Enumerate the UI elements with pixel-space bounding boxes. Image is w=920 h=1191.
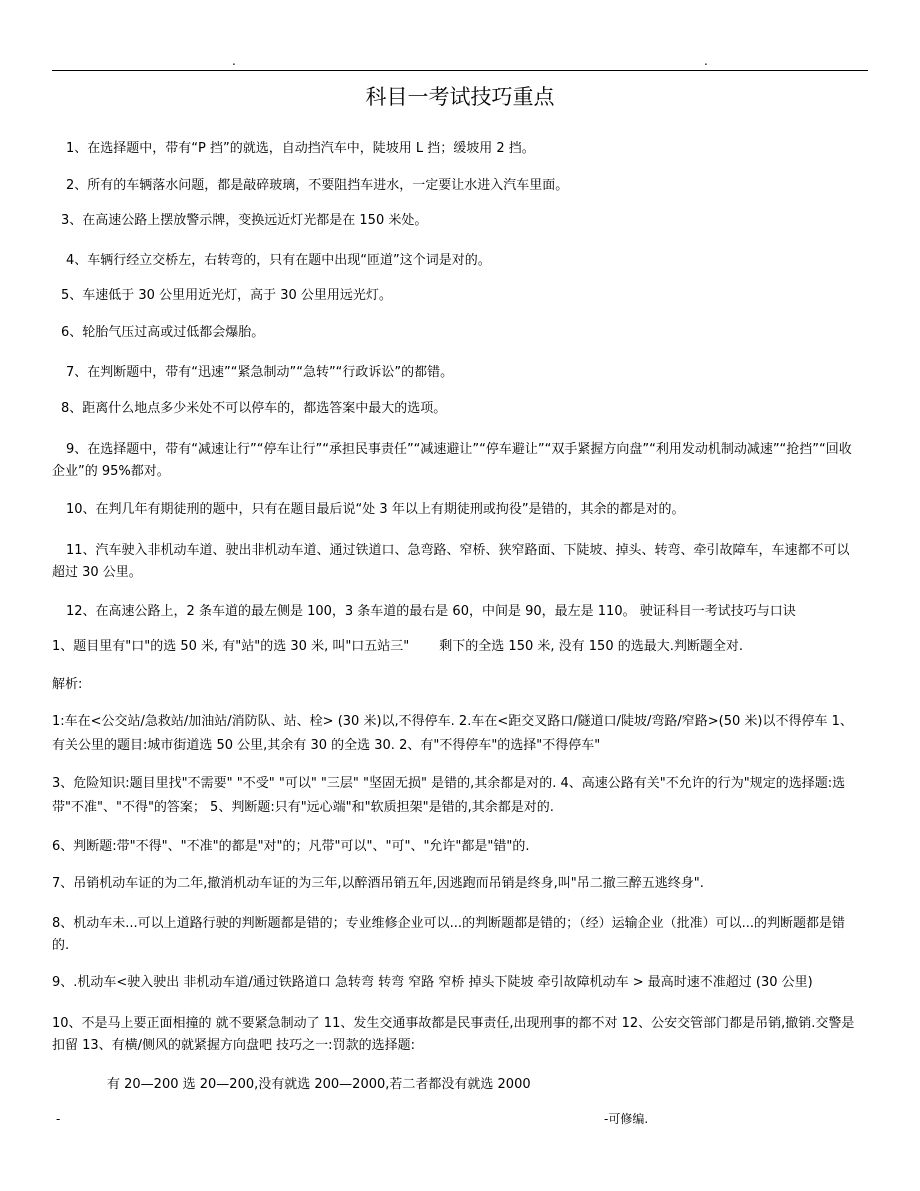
tip-7: 7、在判断题中，带有“迅速”“紧急制动”“急转”“行政诉讼”的都错。 (66, 365, 454, 380)
tip-1: 1、在选择题中，带有“P 挡”的就选，自动挡汽车中，陡坡用 L 挡；缓坡用 2 挡。 (66, 141, 535, 156)
mnemonic-part1: 1、题目里有"口"的选 50 米, 有"站"的选 30 米, 叫"口五站三" (52, 639, 410, 654)
tip-11: 11、汽车驶入非机动车道、驶出非机动车道、通过铁道口、急弯路、窄桥、狭窄路面、下陡坡、掉头、转弯、牵引故障车，车速都不可以超过 30 公里。 (52, 543, 850, 580)
tip-12: 12、在高速公路上，2 条车道的最左侧是 100，3 条车道的最右是 60，中间是 90，最左是 110。 驶证科目一考试技巧与口诀 (66, 604, 796, 619)
tip-5: 5、车速低于 30 公里用近光灯，高于 30 公里用远光灯。 (61, 288, 392, 303)
footer-right: -可修编. (604, 1112, 649, 1126)
analysis-8: 8、机动车未...可以上道路行驶的判断题都是错的；专业维修企业可以...的判断题都是错的；（经）运输企业（批准）可以...的判断题都是错的. (52, 916, 845, 953)
mnemonic-part2: 剩下的全选 150 米, 没有 150 的选最大.判断题全对. (439, 639, 743, 654)
footer-left: - (56, 1112, 61, 1126)
header-rule (52, 70, 868, 71)
header-dot-right: . (704, 54, 708, 68)
analysis-9: 9、.机动车<驶入驶出 非机动车道/通过铁路道口 急转弯 转弯 窄路 窄桥 掉头下陡坡 牵引故障机动车 > 最高时速不准超过 (30 公里) (52, 975, 813, 990)
analysis-label: 解析: (52, 677, 83, 692)
analysis-1: 1:车在<公交站/急救站/加油站/消防队、站、栓> (30 米)以,不得停车. 2.车在<距交叉路口/隧道口/陡坡/弯路/窄路>(50 米)以不得停车 1、有关公里的题目:城市街道选 50 公里,其余有 30 的全选 30. 2、有"不得停车"的选择"不得停车" (52, 714, 853, 753)
tip-6: 6、轮胎气压过高或过低都会爆胎。 (61, 325, 265, 340)
tip-2: 2、所有的车辆落水问题，都是敲碎玻璃，不要阻挡车进水，一定要让水进入汽车里面。 (66, 178, 569, 193)
tip-3: 3、在高速公路上摆放警示牌，变换远近灯光都是在 150 米处。 (61, 213, 428, 228)
tip-9: 9、在选择题中，带有“减速让行”“停车让行”“承担民事责任”“减速避让”“停车避让”“双手紧握方向盘”“利用发动机制动减速”“抢挡”“回收企业”的 95%都对。 (52, 442, 852, 479)
tip-10: 10、在判几年有期徒刑的题中，只有在题目最后说“处 3 年以上有期徒刑或拘役”是错的，其余的都是对的。 (66, 502, 685, 517)
analysis-7: 7、吊销机动车证的为二年,撤消机动车证的为三年,以醉酒吊销五年,因逃跑而吊销是终身,叫"吊二撤三醉五逃终身". (52, 876, 704, 891)
tip-4: 4、车辆行经立交桥左，右转弯的，只有在题中出现“匝道”这个词是对的。 (66, 253, 491, 268)
analysis-6: 6、判断题:带"不得"、"不准"的都是"对"的；凡带"可以"、"可"、"允许"都是"错"的. (52, 839, 530, 854)
header-dot-left: . (232, 54, 236, 68)
mnemonic-line (52, 636, 858, 658)
analysis-10: 10、不是马上要正面相撞的 就不要紧急制动了 11、发生交通事故都是民事责任,出现刑事的都不对 12、公安交管部门都是吊销,撤销.交警是扣留 13、有横/侧风的就紧握方向盘吧 技巧之一:罚款的选择题: (52, 1016, 855, 1053)
page-title: 科目一考试技巧重点 (365, 85, 555, 109)
fine-rule: 有 20—200 选 20—200,没有就选 200—2000,若二者都没有就选 2000 (107, 1077, 531, 1092)
tip-8: 8、距离什么地点多少米处不可以停车的，都选答案中最大的选项。 (61, 401, 447, 416)
analysis-3: 3、危险知识:题目里找"不需要" "不受" "可以" "三层" "坚固无损" 是错的,其余都是对的. 4、高速公路有关"不允许的行为"规定的选择题:选带"不准"、"不得"的答案； 5、判断题:只有"远心端"和"软质担架"是错的,其余都是对的. (52, 776, 846, 815)
